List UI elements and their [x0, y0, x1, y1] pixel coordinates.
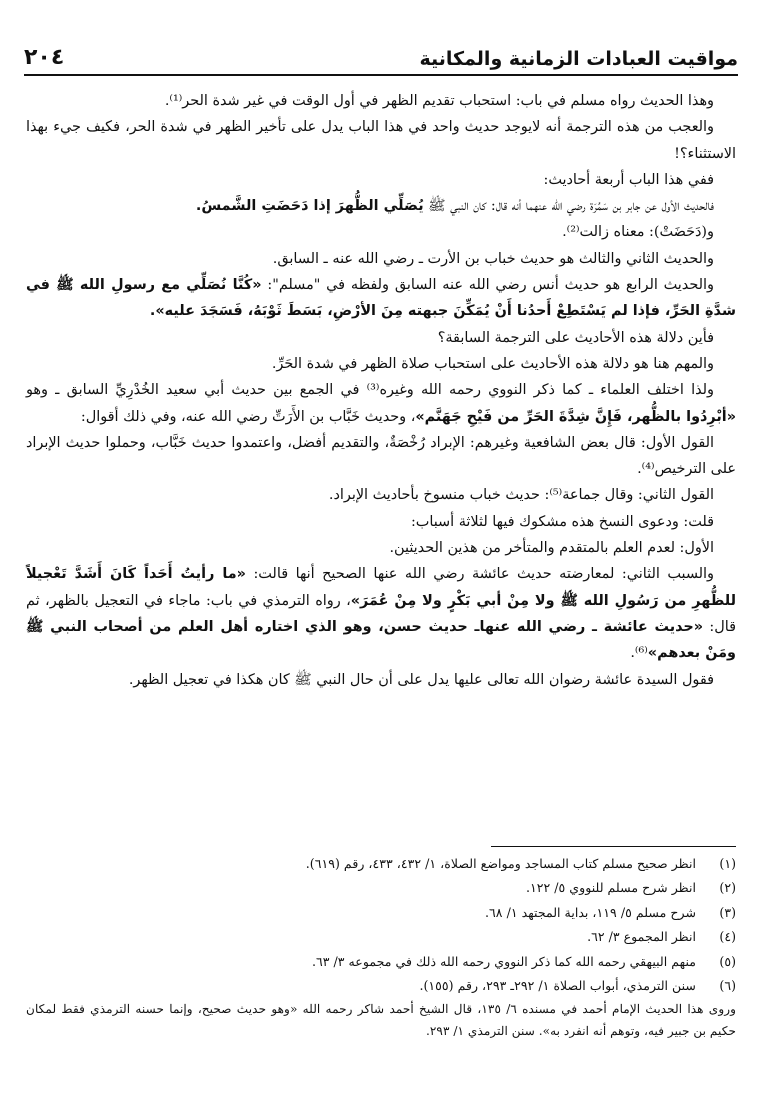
paragraph: القول الأول: قال بعض الشافعية وغيرهم: الإبراد رُخْصَةٌ، والتقديم أفضل، واعتمدوا حديث خَبَّاب، وحملوا حديث الإبراد على الترخيص⁽⁴⁾.: [26, 434, 736, 478]
hadith-quote: «كُنَّا نُصَلِّي مع رسولِ الله ﷺ في شدَّةِ الحَرِّ، فإذا لم يَسْتَطِعْ أَحدُنا أَنْ يُمَكِّنَ جبهته مِنَ الأرْضِ، بَسَطَ ثَوْبَهُ، فَسَجَدَ عليه».: [26, 277, 736, 320]
hadith-quote: «أبْرِدُوا بالظُّهر، فَإِنَّ شِدَّةَ الحَرِّ من فَيْحِ جَهَنَّم»: [415, 408, 736, 425]
paragraph: والحديث الرابع هو حديث أنس رضي الله عنه السابق ولفظه في "مسلم": «كُنَّا نُصَلِّي مع رسولِ الله ﷺ في شدَّةِ الحَرِّ، فإذا لم يَسْتَطِعْ أَحدُنا أَنْ يُمَكِّنَ جبهته مِنَ الأرْضِ، بَسَطَ ثَوْبَهُ، فَسَجَدَ عليه».: [26, 277, 736, 320]
paragraph: فأين دلالة هذه الأحاديث على الترجمة السابقة؟: [437, 329, 714, 346]
footnote-continuation: وروى هذا الحديث الإمام أحمد في مسنده ٦/ ١٣٥، قال الشيخ أحمد شاكر رحمه الله «وهو حديث صحيح، وإنما حسنه الترمذي فقط لمكان حكيم بن جبير فيه، وتوهم أنه انفرد به». سنن الترمذي ١/ ٢٩٣.: [26, 1002, 736, 1039]
footnote: (٣) شرح مسلم ٥/ ١١٩، بداية المجتهد ١/ ٦٨.: [485, 904, 736, 920]
paragraph: والعجب من هذه الترجمة أنه لايوجد حديث واحد في هذا الباب يدل على تأخير الظهر في شدة الحر، فكيف جيء بهذا الاستثناء؟!: [26, 119, 736, 162]
tirmidhi-quote: «حديث عائشة ـ رضي الله عنهاـ حديث حسن، وهو الذي اختاره أهل العلم من أصحاب النبي ﷺ ومَنْ بعدهم»: [26, 618, 736, 662]
hadith-quote: يُصَلِّي الظُّهرَ إذا دَحَضَتِ الشَّمسُ.: [195, 198, 424, 215]
paragraph: والمهم هنا هو دلالة هذه الأحاديث على استحباب صلاة الظهر في شدة الحَرِّ.: [271, 355, 714, 372]
footnote: (١) انظر صحيح مسلم كتاب المساجد ومواضع الصلاة، ١/ ٤٣٢، ٤٣٣، رقم (٦١٩).: [305, 856, 736, 871]
paragraph: ففي هذا الباب أربعة أحاديث:: [543, 171, 714, 188]
header-divider: [24, 74, 738, 76]
main-text: [26, 88, 736, 693]
footnote: (٤) انظر المجموع ٣/ ٦٢.: [587, 929, 736, 945]
footnote: (٢) انظر شرح مسلم للنووي ٥/ ١٢٢.: [525, 880, 736, 896]
footnote-divider: [491, 846, 736, 847]
hadith-quote: «ما رأيتُ أَحَداً كَانَ أَشَدَّ تَعْجيلاً للظُّهرِ من رَسُولِ الله ﷺ ولا مِنْ أبي بَكْرٍ ولا مِنْ عُمَرَ»: [26, 566, 736, 609]
footnote: (٦) سنن الترمذي، أبواب الصلاة ١/ ٢٩٢ـ ٢٩٣، رقم (١٥٥).: [419, 978, 736, 994]
paragraph: فقول السيدة عائشة رضوان الله تعالى عليها يدل على أن حال النبي ﷺ كان هكذا في تعجيل الظهر.: [128, 671, 714, 688]
paragraph: فالحديث الأول عن جابر بن سَمُرَة رضي الله عنهما أنه قال: كان النبي ﷺ يُصَلِّي الظُّهرَ إذا دَحَضَتِ الشَّمسُ.: [195, 198, 714, 215]
paragraph: الأول: لعدم العلم بالمتقدم والمتأخر من هذين الحديثين.: [389, 540, 714, 557]
paragraph: وهذا الحديث رواه مسلم في باب: استحباب تقديم الظهر في أول الوقت في غير شدة الحر⁽¹⁾.: [164, 93, 714, 109]
paragraph: ولذا اختلف العلماء ـ كما ذكر النووي رحمه الله وغيره⁽³⁾ في الجمع بين حديث أبي سعيد الخُدْرِيِّ السابق ـ وهو «أبْرِدُوا بالظُّهر، فَإِنَّ شِدَّةَ الحَرِّ من فَيْحِ جَهَنَّم»، وحديث خَبَّاب بن الأَرَتِّ رضي الله عنه، وفي ذلك أقوال:: [26, 382, 736, 425]
footnotes: [26, 852, 736, 1042]
paragraph: القول الثاني: وقال جماعة⁽⁵⁾: حديث خباب منسوخ بأحاديث الإبراد.: [328, 487, 714, 504]
page-number: ٢٠٤: [24, 45, 65, 70]
page-header: [24, 28, 738, 70]
footnote: (٥) منهم البيهقي رحمه الله كما ذكر النووي رحمه الله ذلك في مجموعه ٣/ ٦٣.: [311, 953, 736, 969]
running-title: مواقيت العبادات الزمانية والمكانية: [419, 48, 738, 70]
paragraph: قلت: ودعوى النسخ هذه مشكوك فيها لثلاثة أسباب:: [410, 513, 714, 530]
paragraph: والحديث الثاني والثالث هو حديث خباب بن الأرت ـ رضي الله عنه ـ السابق.: [272, 250, 714, 267]
paragraph: والسبب الثاني: لمعارضته حديث عائشة رضي الله عنها الصحيح أنها قالت: «ما رأيتُ أَحَداً كَانَ أَشَدَّ تَعْجيلاً للظُّهرِ من رَسُولِ الله ﷺ ولا مِنْ أبي بَكْرٍ ولا مِنْ عُمَرَ»، رواه الترمذي في باب: ماجاء في التعجيل بالظهر، ثم قال: «حديث عائشة ـ رضي الله عنهاـ حديث حسن، وهو الذي اختاره أهل العلم من أصحاب النبي ﷺ ومَنْ بعدهم»⁽⁶⁾.: [26, 566, 736, 662]
paragraph: و(دَحَضَتْ): معناه زالت⁽²⁾.: [562, 224, 714, 241]
